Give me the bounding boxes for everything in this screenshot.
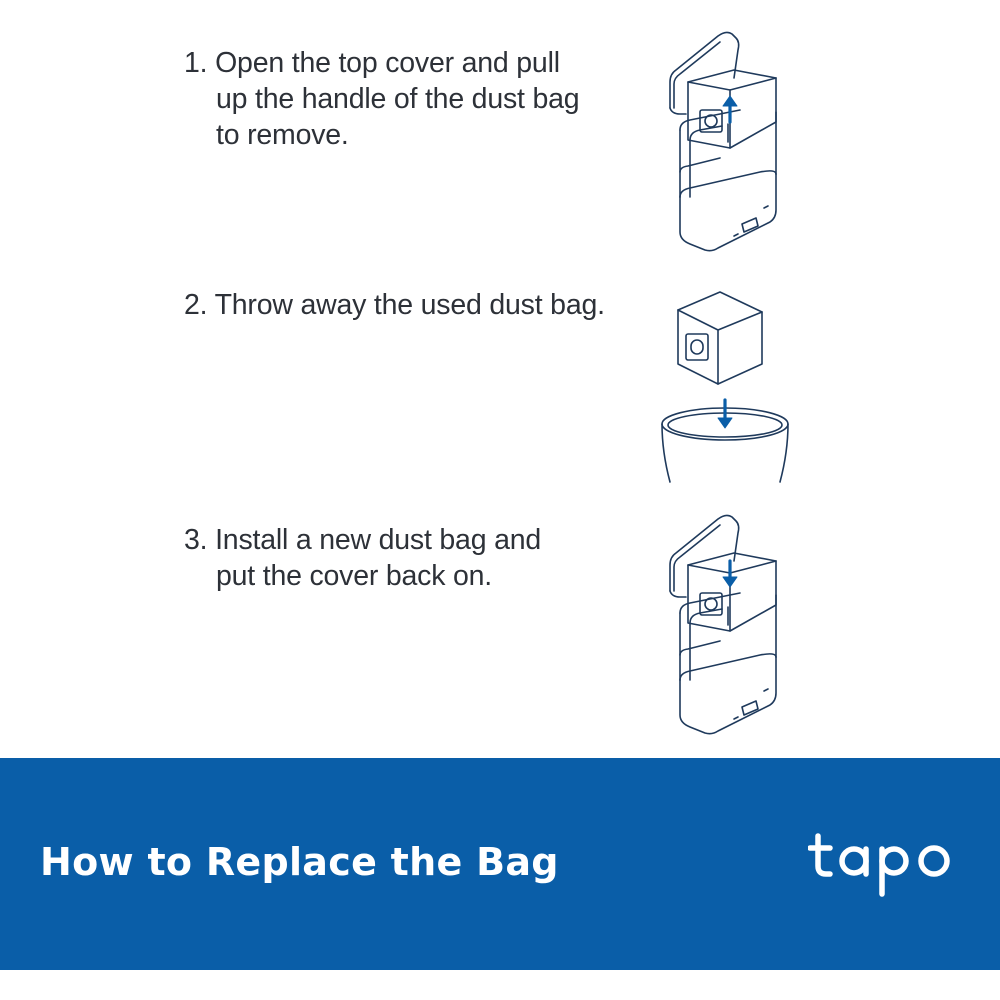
step-3-instruction (184, 522, 541, 594)
step-2-line-1: 2. Throw away the used dust bag. (184, 289, 605, 321)
footer-banner (0, 758, 1000, 970)
banner-title: How to Replace the Bag (40, 840, 559, 884)
step-1-line-3: to remove. (216, 119, 349, 151)
step-1-line-1: 1. Open the top cover and pull (184, 47, 560, 79)
step-1-instruction (184, 45, 579, 153)
dust-bag-trash-icon (650, 282, 800, 484)
step-1-line-2: up the handle of the dust bag (216, 83, 580, 115)
step-3-line-1: 3. Install a new dust bag and (184, 524, 542, 556)
dust-station-open-lid-icon (660, 22, 790, 254)
dust-station-install-icon (660, 505, 790, 737)
step-2-instruction (184, 287, 605, 323)
tapo-logo (808, 832, 960, 898)
step-3-line-2: put the cover back on. (216, 560, 493, 592)
